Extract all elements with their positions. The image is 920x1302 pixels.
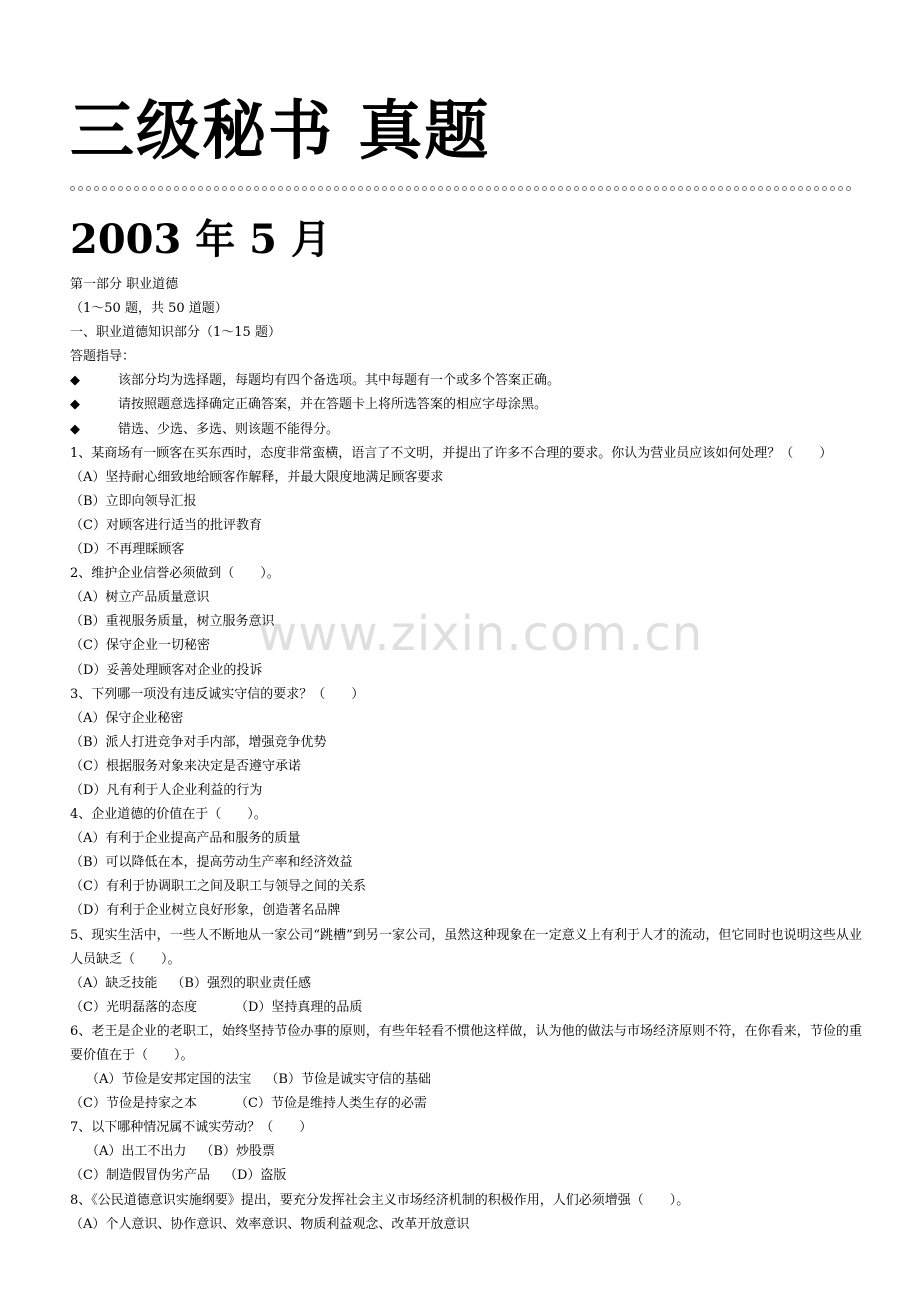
question-3-option-b: （B）派人打进竞争对手内部，增强竞争优势 xyxy=(70,734,327,750)
question-7-options-row-1 xyxy=(70,1140,862,1164)
diamond-bullet-icon: ◆ xyxy=(70,397,80,413)
question-6-option-d: （C）节俭是维持人类生存的必需 xyxy=(234,1096,427,1112)
divider-dot xyxy=(486,186,491,191)
divider-dot xyxy=(414,186,419,191)
divider-dot xyxy=(118,186,123,191)
question-1-option-b: （B）立即向领导汇报 xyxy=(70,493,197,509)
divider-dot xyxy=(534,186,539,191)
divider-dot xyxy=(798,186,803,191)
question-5-options-row-1 xyxy=(70,972,862,996)
divider-dot xyxy=(718,186,723,191)
question-5-stem: 5、现实生活中，一些人不断地从一家公司“跳槽”到另一家公司，虽然这种现象在一定意义上有利于人才的流动，但它同时也说明这些从业人员缺乏（ ）。 xyxy=(70,927,862,967)
divider-dot xyxy=(190,186,195,191)
divider-dot xyxy=(158,186,163,191)
divider-dot xyxy=(446,186,451,191)
instruction-item xyxy=(70,418,862,442)
divider-dot xyxy=(742,186,747,191)
divider-dot xyxy=(678,186,683,191)
divider-dot xyxy=(646,186,651,191)
question-7-option-d: （D）盗版 xyxy=(223,1168,287,1184)
divider-dot xyxy=(478,186,483,191)
question-1-stem: 1、某商场有一顾客在买东西时，态度非常蛮横，语言了不文明，并提出了许多不合理的要求。你认为营业员应该如何处理？（ ） xyxy=(70,445,833,461)
instruction-text: 请按照题意选择确定正确答案，并在答题卡上将所选答案的相应字母涂黑。 xyxy=(118,397,548,413)
question-6-options-row-2 xyxy=(70,1092,862,1116)
question-7-option-b: （B）炒股票 xyxy=(200,1144,275,1160)
divider-dot xyxy=(70,186,75,191)
divider-dot xyxy=(454,186,459,191)
question-1-option-a: （A）坚持耐心细致地给顾客作解释，并最大限度地满足顾客要求 xyxy=(70,469,444,485)
question-3-option-c: （C）根据服务对象来决定是否遵守承诺 xyxy=(70,758,301,774)
divider-dot xyxy=(654,186,659,191)
question-4-option-d: （D）有利于企业树立良好形象，创造著名品牌 xyxy=(70,903,341,919)
question-7-option-a: （A）出工不出力 xyxy=(86,1144,187,1160)
divider-dot xyxy=(614,186,619,191)
instruction-item xyxy=(70,369,862,393)
question-4-option-c: （C）有利于协调职工之间及职工与领导之间的关系 xyxy=(70,879,366,895)
watermark-text: www.zixin.com.cn xyxy=(258,606,704,662)
divider-dot xyxy=(726,186,731,191)
divider-dot xyxy=(270,186,275,191)
diamond-bullet-icon: ◆ xyxy=(70,421,80,437)
divider-dot xyxy=(294,186,299,191)
divider-dot xyxy=(510,186,515,191)
divider-dot xyxy=(606,186,611,191)
divider-dot xyxy=(702,186,707,191)
question-7-stem: 7、以下哪种情况属不诚实劳动？（ ） xyxy=(70,1120,313,1136)
divider-dot xyxy=(630,186,635,191)
divider-dot xyxy=(286,186,291,191)
exam-date-heading: 2003 年 5 月 xyxy=(70,216,331,263)
instruction-text: 该部分均为选择题，每题均有四个备选项。其中每题有一个或多个答案正确。 xyxy=(118,373,561,389)
divider-dot xyxy=(342,186,347,191)
question-6-option-a: （A）节俭是安邦定国的法宝 xyxy=(86,1072,252,1088)
question-5-options-row-2 xyxy=(70,996,862,1020)
divider-dot xyxy=(766,186,771,191)
divider-dot xyxy=(462,186,467,191)
divider-dot xyxy=(326,186,331,191)
question-6-option-c: （C）节俭是持家之本 xyxy=(70,1096,197,1112)
question-5-option-c: （C）光明磊落的态度 xyxy=(70,999,197,1015)
divider-dot xyxy=(622,186,627,191)
divider-dot xyxy=(262,186,267,191)
divider-dot xyxy=(838,186,843,191)
divider-dot xyxy=(390,186,395,191)
question-2-option-b: （B）重视服务质量，树立服务意识 xyxy=(70,614,275,630)
divider-dot xyxy=(846,186,851,191)
divider-dot xyxy=(78,186,83,191)
question-7-options-row-2 xyxy=(70,1164,862,1188)
divider-dot xyxy=(126,186,131,191)
question-7-option-c: （C）制造假冒伪劣产品 xyxy=(70,1168,210,1184)
divider-dot xyxy=(230,186,235,191)
divider-dot xyxy=(94,186,99,191)
divider-dot xyxy=(302,186,307,191)
question-6-options-row-1 xyxy=(70,1068,862,1092)
divider-dot xyxy=(822,186,827,191)
divider-dot xyxy=(430,186,435,191)
divider-dot xyxy=(278,186,283,191)
divider-dot xyxy=(710,186,715,191)
dotted-divider xyxy=(70,186,856,192)
divider-dot xyxy=(558,186,563,191)
divider-dot xyxy=(750,186,755,191)
divider-dot xyxy=(574,186,579,191)
divider-dot xyxy=(310,186,315,191)
question-1-option-c: （C）对顾客进行适当的批评教育 xyxy=(70,517,262,533)
divider-dot xyxy=(86,186,91,191)
divider-dot xyxy=(166,186,171,191)
divider-dot xyxy=(494,186,499,191)
question-4-option-b: （B）可以降低在本，提高劳动生产率和经济效益 xyxy=(70,855,353,871)
divider-dot xyxy=(670,186,675,191)
divider-dot xyxy=(598,186,603,191)
divider-dot xyxy=(374,186,379,191)
divider-dot xyxy=(198,186,203,191)
divider-dot xyxy=(830,186,835,191)
divider-dot xyxy=(174,186,179,191)
divider-dot xyxy=(358,186,363,191)
question-2-option-c: （C）保守企业一切秘密 xyxy=(70,638,210,654)
question-3-option-a: （A）保守企业秘密 xyxy=(70,710,184,726)
divider-dot xyxy=(518,186,523,191)
question-4-option-a: （A）有利于企业提高产品和服务的质量 xyxy=(70,831,301,847)
question-1-option-d: （D）不再理睬顾客 xyxy=(70,542,185,558)
question-6-stem: 6、老王是企业的老职工，始终坚持节俭办事的原则，有些年轻看不惯他这样做，认为他的做法与市场经济原则不符，在你看来，节俭的重要价值在于（ ）。 xyxy=(70,1023,862,1063)
divider-dot xyxy=(366,186,371,191)
divider-dot xyxy=(254,186,259,191)
question-3-stem: 3、下列哪一项没有违反诚实守信的要求？（ ） xyxy=(70,686,365,702)
divider-dot xyxy=(550,186,555,191)
instructions-label: 答题指导： xyxy=(70,349,136,365)
diamond-bullet-icon: ◆ xyxy=(70,373,80,389)
document-body xyxy=(70,273,862,1237)
question-2-option-a: （A）树立产品质量意识 xyxy=(70,590,210,606)
divider-dot xyxy=(758,186,763,191)
part-heading: 第一部分 职业道德 xyxy=(70,277,179,292)
divider-dot xyxy=(502,186,507,191)
divider-dot xyxy=(214,186,219,191)
question-5-option-a: （A）缺乏技能 xyxy=(70,975,158,991)
question-range: （1～50 题，共 50 道题） xyxy=(70,301,228,317)
divider-dot xyxy=(774,186,779,191)
instruction-text: 错选、少选、多选、则该题不能得分。 xyxy=(118,421,340,437)
divider-dot xyxy=(582,186,587,191)
divider-dot xyxy=(398,186,403,191)
divider-dot xyxy=(566,186,571,191)
divider-dot xyxy=(110,186,115,191)
divider-dot xyxy=(206,186,211,191)
divider-dot xyxy=(638,186,643,191)
divider-dot xyxy=(238,186,243,191)
divider-dot xyxy=(142,186,147,191)
divider-dot xyxy=(662,186,667,191)
divider-dot xyxy=(590,186,595,191)
question-8-stem: 8、《公民道德意识实施纲要》提出，要充分发挥社会主义市场经济机制的积极作用，人们必须增强（ ）。 xyxy=(70,1192,690,1208)
divider-dot xyxy=(406,186,411,191)
question-3-option-d: （D）凡有利于人企业利益的行为 xyxy=(70,782,263,798)
divider-dot xyxy=(182,186,187,191)
question-8-option-a: （A）个人意识、协作意识、效率意识、物质利益观念、改革开放意识 xyxy=(70,1216,470,1232)
instruction-item xyxy=(70,393,862,417)
question-4-stem: 4、企业道德的价值在于（ ）。 xyxy=(70,807,267,823)
divider-dot xyxy=(734,186,739,191)
divider-dot xyxy=(382,186,387,191)
divider-dot xyxy=(686,186,691,191)
divider-dot xyxy=(246,186,251,191)
question-6-option-b: （B）节俭是诚实守信的基础 xyxy=(265,1072,431,1088)
divider-dot xyxy=(790,186,795,191)
section-heading: 一、职业道德知识部分（1～15 题） xyxy=(70,325,281,341)
divider-dot xyxy=(102,186,107,191)
divider-dot xyxy=(814,186,819,191)
divider-dot xyxy=(134,186,139,191)
divider-dot xyxy=(150,186,155,191)
divider-dot xyxy=(470,186,475,191)
divider-dot xyxy=(806,186,811,191)
question-5-option-d: （D）坚持真理的品质 xyxy=(234,999,363,1015)
divider-dot xyxy=(422,186,427,191)
divider-dot xyxy=(438,186,443,191)
document-title: 三级秘书 真题 xyxy=(70,94,491,169)
divider-dot xyxy=(542,186,547,191)
question-2-option-d: （D）妥善处理顾客对企业的投诉 xyxy=(70,662,263,678)
question-5-option-b: （B）强烈的职业责任感 xyxy=(171,975,311,991)
question-2-stem: 2、维护企业信誉必须做到（ ）。 xyxy=(70,566,280,582)
divider-dot xyxy=(318,186,323,191)
divider-dot xyxy=(782,186,787,191)
divider-dot xyxy=(526,186,531,191)
divider-dot xyxy=(334,186,339,191)
divider-dot xyxy=(222,186,227,191)
divider-dot xyxy=(350,186,355,191)
divider-dot xyxy=(694,186,699,191)
